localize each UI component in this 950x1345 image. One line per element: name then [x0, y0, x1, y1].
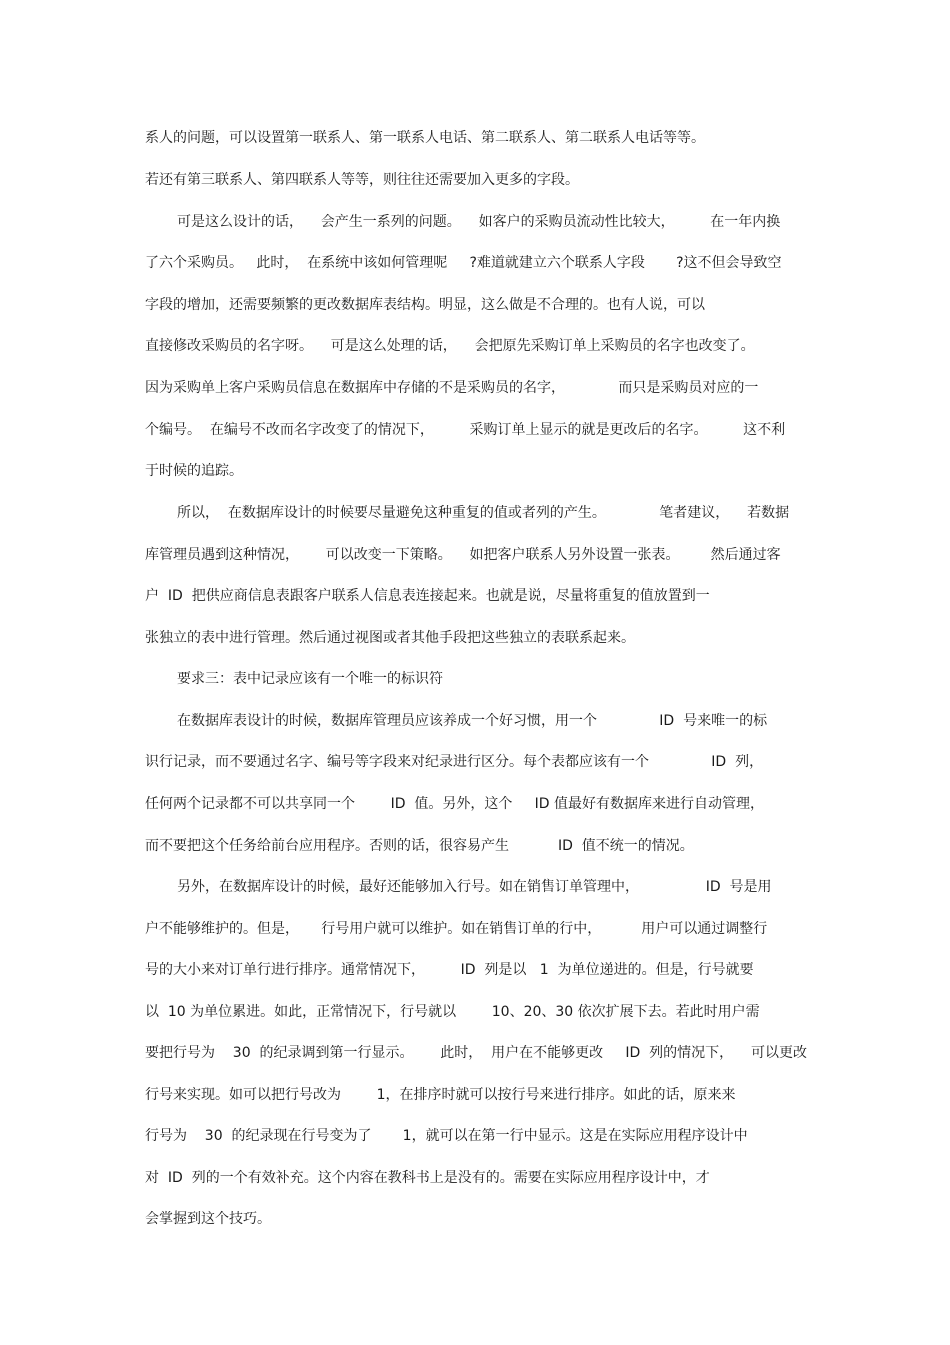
text-line: 个编号。 在编号不改而名字改变了的情况下， 采购订单上显示的就是更改后的名字。 这不利 [145, 422, 786, 438]
paragraph-start: 所以， 在数据库设计的时候要尽量避免这种重复的值或者列的产生。 笔者建议， 若数据 [177, 505, 790, 521]
text-line: 库管理员遇到这种情况， 可以改变一下策略。 如把客户联系人另外设置一张表。 然后通过客 [145, 547, 781, 563]
text-line: 因为采购单上客户采购员信息在数据库中存储的不是采购员的名字， 而只是采购员对应的一 [145, 380, 759, 396]
section-heading: 要求三：表中记录应该有一个唯一的标识符 [177, 671, 443, 687]
text-line: 若还有第三联系人、第四联系人等等，则往往还需要加入更多的字段。 [145, 172, 579, 188]
text-line: 字段的增加，还需要频繁的更改数据库表结构。明显，这么做是不合理的。也有人说，可以 [145, 297, 705, 313]
text-line: 号的大小来对订单行进行排序。通常情况下， ID 列是以 1 为单位递进的。但是，行号就要 [145, 962, 754, 978]
text-line: 对 ID 列的一个有效补充。这个内容在教科书上是没有的。需要在实际应用程序设计中，才 [145, 1170, 710, 1186]
text-line: 以 10 为单位累进。如此，正常情况下，行号就以 10、20、30 依次扩展下去。若此时用户需 [145, 1004, 760, 1020]
text-line: 户不能够维护的。但是， 行号用户就可以维护。如在销售订单的行中， 用户可以通过调整行 [145, 921, 768, 937]
text-line: 行号来实现。如可以把行号改为 1，在排序时就可以按行号来进行排序。如此的话，原来来 [145, 1087, 736, 1103]
text-line: 任何两个记录都不可以共享同一个 ID 值。另外，这个 ID 值最好有数据库来进行自动管理， [145, 796, 765, 812]
text-line: 要把行号为 30 的纪录调到第一行显示。 此时， 用户在不能够更改 ID 列的情况下， 可以更改 [145, 1045, 807, 1061]
text-line: 于时候的追踪。 [145, 463, 243, 479]
text-line: 了六个采购员。 此时， 在系统中该如何管理呢 ?难道就建立六个联系人字段 ?这不但会导致空 [145, 255, 782, 271]
text-line: 而不要把这个任务给前台应用程序。否则的话，很容易产生 ID 值不统一的情况。 [145, 838, 694, 854]
text-line: 系人的问题，可以设置第一联系人、第一联系人电话、第二联系人、第二联系人电话等等。 [145, 130, 705, 146]
paragraph-start: 另外，在数据库设计的时候，最好还能够加入行号。如在销售订单管理中， ID 号是用 [177, 879, 772, 895]
text-line: 行号为 30 的纪录现在行号变为了 1，就可以在第一行中显示。这是在实际应用程序设计中 [145, 1128, 748, 1144]
paragraph-start: 在数据库表设计的时候，数据库管理员应该养成一个好习惯，用一个 ID 号来唯一的标 [177, 713, 768, 729]
text-line: 张独立的表中进行管理。然后通过视图或者其他手段把这些独立的表联系起来。 [145, 630, 635, 646]
paragraph-start: 可是这么设计的话， 会产生一系列的问题。 如客户的采购员流动性比较大， 在一年内换 [177, 214, 781, 230]
text-line: 识行记录，而不要通过名字、编号等字段来对纪录进行区分。每个表都应该有一个 ID 列， [145, 754, 764, 770]
text-line: 直接修改采购员的名字呀。 可是这么处理的话， 会把原先采购订单上采购员的名字也改变了。 [145, 338, 755, 354]
text-line: 户 ID 把供应商信息表跟客户联系人信息表连接起来。也就是说，尽量将重复的值放置到一 [145, 588, 710, 604]
text-line: 会掌握到这个技巧。 [145, 1211, 271, 1227]
